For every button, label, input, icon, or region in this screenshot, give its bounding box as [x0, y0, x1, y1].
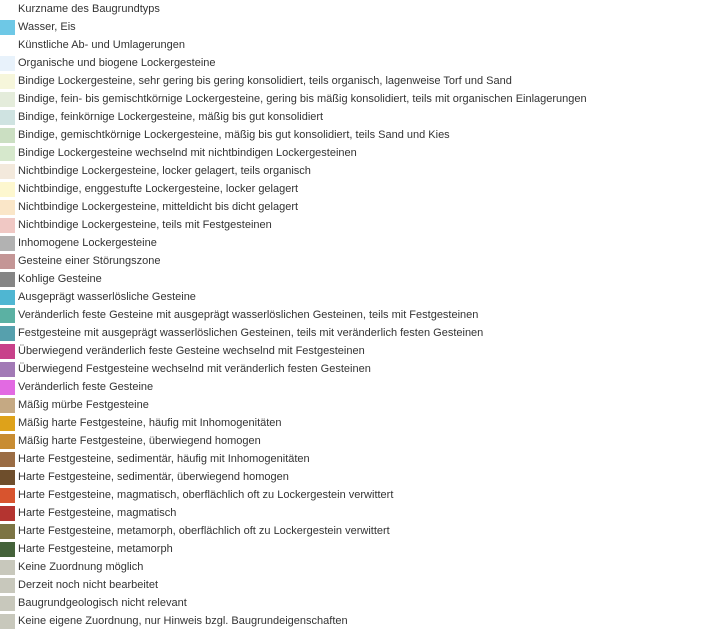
legend-label: Wasser, Eis [18, 21, 76, 33]
legend-item [0, 126, 720, 144]
legend-item [0, 0, 720, 18]
legend-item [0, 108, 720, 126]
legend-label: Mäßig mürbe Festgesteine [18, 399, 149, 411]
legend-item [0, 486, 720, 504]
legend-item [0, 594, 720, 612]
legend-swatch [0, 542, 15, 557]
legend-item [0, 144, 720, 162]
legend-swatch [0, 2, 15, 17]
legend-swatch [0, 308, 15, 323]
legend-swatch [0, 236, 15, 251]
legend-item [0, 180, 720, 198]
legend-label: Keine eigene Zuordnung, nur Hinweis bzgl. Baugrundeigenschaften [18, 615, 348, 627]
legend-item [0, 378, 720, 396]
legend-swatch [0, 290, 15, 305]
legend-swatch [0, 560, 15, 575]
legend-swatch [0, 38, 15, 53]
legend-item [0, 450, 720, 468]
legend-swatch [0, 128, 15, 143]
legend-label: Ausgeprägt wasserlösliche Gesteine [18, 291, 196, 303]
legend-label: Keine Zuordnung möglich [18, 561, 144, 573]
legend-swatch [0, 470, 15, 485]
legend-label: Mäßig harte Festgesteine, häufig mit Inhomogenitäten [18, 417, 282, 429]
legend-swatch [0, 20, 15, 35]
legend-swatch [0, 200, 15, 215]
legend-label: Bindige, fein- bis gemischtkörnige Lockergesteine, gering bis mäßig konsolidiert, teils mit organischen Einlagerungen [18, 93, 587, 105]
legend-label: Gesteine einer Störungszone [18, 255, 161, 267]
legend-label: Nichtbindige Lockergesteine, mitteldicht bis dicht gelagert [18, 201, 299, 213]
legend-item [0, 576, 720, 594]
legend-swatch [0, 380, 15, 395]
legend-item [0, 504, 720, 522]
legend-swatch [0, 344, 15, 359]
legend-swatch [0, 362, 15, 377]
legend-item [0, 612, 720, 630]
legend-label: Harte Festgesteine, metamorph, oberflächlich oft zu Lockergestein verwittert [18, 525, 390, 537]
legend-label: Harte Festgesteine, sedimentär, überwiegend homogen [18, 471, 289, 483]
legend-item [0, 324, 720, 342]
legend-swatch [0, 488, 15, 503]
legend-item [0, 540, 720, 558]
legend-label: Festgesteine mit ausgeprägt wasserlöslichen Gesteinen, teils mit veränderlich festen Gesteinen [18, 327, 484, 339]
legend-label: Inhomogene Lockergesteine [18, 237, 157, 249]
legend-label: Bindige Lockergesteine, sehr gering bis gering konsolidiert, teils organisch, lagenweise Torf und Sand [18, 75, 512, 87]
legend-swatch [0, 596, 15, 611]
legend-label: Überwiegend veränderlich feste Gesteine wechselnd mit Festgesteinen [18, 345, 365, 357]
legend-label: Nichtbindige Lockergesteine, locker gelagert, teils organisch [18, 165, 311, 177]
legend-item [0, 396, 720, 414]
legend-swatch [0, 326, 15, 341]
legend-swatch [0, 218, 15, 233]
legend-item [0, 270, 720, 288]
legend-item [0, 90, 720, 108]
legend-label: Kohlige Gesteine [18, 273, 102, 285]
legend-item [0, 234, 720, 252]
legend-label: Künstliche Ab- und Umlagerungen [18, 39, 185, 51]
legend-label: Organische und biogene Lockergesteine [18, 57, 216, 69]
legend-label: Bindige, feinkörnige Lockergesteine, mäßig bis gut konsolidiert [18, 111, 324, 123]
legend-label: Nichtbindige, enggestufte Lockergesteine, locker gelagert [18, 183, 299, 195]
legend-swatch [0, 452, 15, 467]
legend-swatch [0, 272, 15, 287]
legend-label: Überwiegend Festgesteine wechselnd mit veränderlich festen Gesteinen [18, 363, 371, 375]
legend-item [0, 558, 720, 576]
legend-label: Harte Festgesteine, magmatisch [18, 507, 177, 519]
legend-item [0, 468, 720, 486]
legend-label: Veränderlich feste Gesteine [18, 381, 154, 393]
legend-label: Baugrundgeologisch nicht relevant [18, 597, 187, 609]
legend-item [0, 432, 720, 450]
legend-item [0, 36, 720, 54]
legend-swatch [0, 506, 15, 521]
legend-swatch [0, 416, 15, 431]
legend-item [0, 414, 720, 432]
legend-label: Veränderlich feste Gesteine mit ausgeprägt wasserlöslichen Gesteinen, teils mit Festgesteinen [18, 309, 479, 321]
legend-label: Bindige, gemischtkörnige Lockergesteine, mäßig bis gut konsolidiert, teils Sand und Kies [18, 129, 450, 141]
legend-label: Kurzname des Baugrundtyps [18, 3, 160, 15]
legend-swatch [0, 614, 15, 629]
legend-swatch [0, 56, 15, 71]
legend-swatch [0, 146, 15, 161]
legend-item [0, 360, 720, 378]
legend-swatch [0, 110, 15, 125]
legend-swatch [0, 182, 15, 197]
legend-swatch [0, 434, 15, 449]
legend-swatch [0, 578, 15, 593]
legend-item [0, 162, 720, 180]
legend-swatch [0, 164, 15, 179]
legend-item [0, 54, 720, 72]
legend-item [0, 288, 720, 306]
legend-label: Mäßig harte Festgesteine, überwiegend homogen [18, 435, 261, 447]
legend-item [0, 342, 720, 360]
legend-label: Derzeit noch nicht bearbeitet [18, 579, 159, 591]
legend-swatch [0, 398, 15, 413]
legend-swatch [0, 254, 15, 269]
legend-item [0, 198, 720, 216]
legend-item [0, 522, 720, 540]
legend-label: Harte Festgesteine, metamorph [18, 543, 173, 555]
legend-item [0, 306, 720, 324]
legend-label: Harte Festgesteine, sedimentär, häufig mit Inhomogenitäten [18, 453, 310, 465]
legend-item [0, 72, 720, 90]
legend-item [0, 18, 720, 36]
legend-item [0, 252, 720, 270]
legend-swatch [0, 524, 15, 539]
legend-label: Bindige Lockergesteine wechselnd mit nichtbindigen Lockergesteinen [18, 147, 357, 159]
legend-swatch [0, 92, 15, 107]
legend-swatch [0, 74, 15, 89]
legend-item [0, 216, 720, 234]
legend-label: Nichtbindige Lockergesteine, teils mit Festgesteinen [18, 219, 272, 231]
legend-label: Harte Festgesteine, magmatisch, oberflächlich oft zu Lockergestein verwittert [18, 489, 394, 501]
